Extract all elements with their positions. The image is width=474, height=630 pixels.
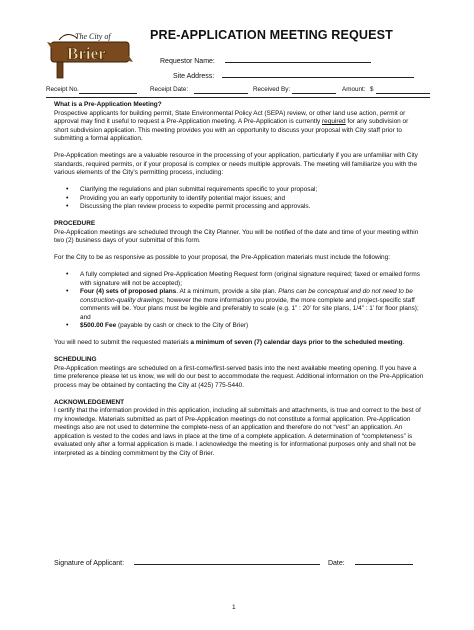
requestor-name-field[interactable] <box>225 54 371 63</box>
receipt-no-field[interactable] <box>79 93 137 94</box>
amount-label: Amount: <box>342 86 366 93</box>
receipt-date-field[interactable] <box>194 93 248 94</box>
what-paragraph-1: Prospective applicants for building permit, State Environmental Policy Act (SEPA) review, or other land use action, permit or approval may find it useful to request a Pre-Application meeting. A Pre-Application is currently required for any subdivision or short subdivision application. This meeting provides you with an opportunity to discuss your proposal with City staff prior to submitting a formal application. <box>54 109 409 142</box>
header-divider <box>46 97 430 98</box>
list-item: • $500.00 Fee (payable by cash or check to the City of Brier) <box>80 322 424 331</box>
what-heading: What is a Pre-Application Meeting? <box>54 101 162 108</box>
page-title: PRE-APPLICATION MEETING REQUEST <box>150 28 393 42</box>
received-by-field[interactable] <box>292 93 336 94</box>
procedure-bullet-list <box>54 271 424 331</box>
page-number: 1 <box>232 604 236 611</box>
currency-symbol: $ <box>370 86 374 93</box>
procedure-paragraph-3: You will need to submit the requested materials a minimum of seven (7) calendar days prior to the scheduled meeting. <box>54 339 405 346</box>
site-address-label: Site Address: <box>173 73 215 80</box>
acknowledgement-heading: ACKNOWLEDGEMENT <box>54 398 125 406</box>
list-item: • Providing you an early opportunity to identify potential major issues; and <box>80 195 424 204</box>
what-bullet-list <box>54 186 424 212</box>
list-item: • Discussing the plan review process to expedite permit processing and approvals. <box>80 203 424 212</box>
scheduling-heading: SCHEDULING <box>54 356 97 363</box>
list-item: • Four (4) sets of proposed plans. At a minimum, provide a site plan. Plans can be conceptual and do not need to be construction-quality drawings; however the more information you provide, the more complete and project-specific staff comments will be. Your plans must be legible and preferably to scale (e.g. 1” : 20’ for site plans, 1/4” : 1’ for floor plans); and <box>80 288 424 322</box>
procedure-paragraph-2: For the City to be as responsive as possible to your proposal, the Pre-Application materials must include the following: <box>54 254 390 261</box>
scheduling-paragraph: Pre-Application meetings are scheduled on a first-come/first-served basis into the next available meeting opening. If you have a time preference please let us know, we will do our best to accommodate the request. Additional information on the Pre-Application process may be obtained by contacting the City at (425) 775-5440. <box>54 364 424 389</box>
logo-line1: The City of <box>75 32 111 41</box>
city-of-brier-logo <box>47 28 133 80</box>
list-item: • Clarifying the regulations and plan submittal requirements specific to your proposal; <box>80 186 424 195</box>
receipt-date-label: Receipt Date: <box>150 86 189 93</box>
received-by-label: Received By: <box>253 86 291 93</box>
receipt-row <box>46 86 446 96</box>
signature-label: Signature of Applicant: <box>54 560 125 567</box>
logo-line2: Brier <box>67 44 106 63</box>
requestor-name-label: Requestor Name: <box>160 58 215 65</box>
receipt-no-label: Receipt No. <box>46 86 79 93</box>
document-body <box>54 101 424 458</box>
date-field[interactable] <box>355 556 413 565</box>
requestor-name-row <box>160 54 371 65</box>
site-address-row <box>173 69 414 80</box>
procedure-heading: PROCEDURE <box>54 220 96 227</box>
acknowledgement-paragraph: I certify that the information provided in this application, including all submittals and attachments, is true and correct to the best of my knowledge. Materials submitted as part of Pre-Application meetings do not constitute a formal application. Pre-Application meetings also are not used to determine the complete-ness of an application and therefore do not “vest” an application. An application is vested to the codes and laws in place at the time of a complete application. A determination of “completeness” is evaluated only after a formal application is made. I acknowledge the meeting is for informational purposes only and shall not be interpreted as a binding commitment by the City of Brier. <box>54 407 421 457</box>
amount-field[interactable] <box>376 93 430 94</box>
list-item: • A fully completed and signed Pre-Application Meeting Request form (original signature required; faxed or emailed forms with signature will not be accepted); <box>80 271 424 288</box>
procedure-paragraph-1: Pre-Application meetings are scheduled through the City Planner. You will be notified of the date and time of your meeting within two (2) business days of your submittal of this form. <box>54 228 419 244</box>
signature-field[interactable] <box>134 556 320 565</box>
site-address-field[interactable] <box>222 69 414 78</box>
date-label: Date: <box>327 560 345 567</box>
what-paragraph-2: Pre-Application meetings are a valuable resource in the processing of your application, particularly if you are unfamiliar with City standards, required permits, or if your proposal is complex or needs multiple approvals. The meeting will familiarize you with the various elements of the City’s permitting process, including: <box>54 152 418 176</box>
signature-row <box>54 556 413 567</box>
